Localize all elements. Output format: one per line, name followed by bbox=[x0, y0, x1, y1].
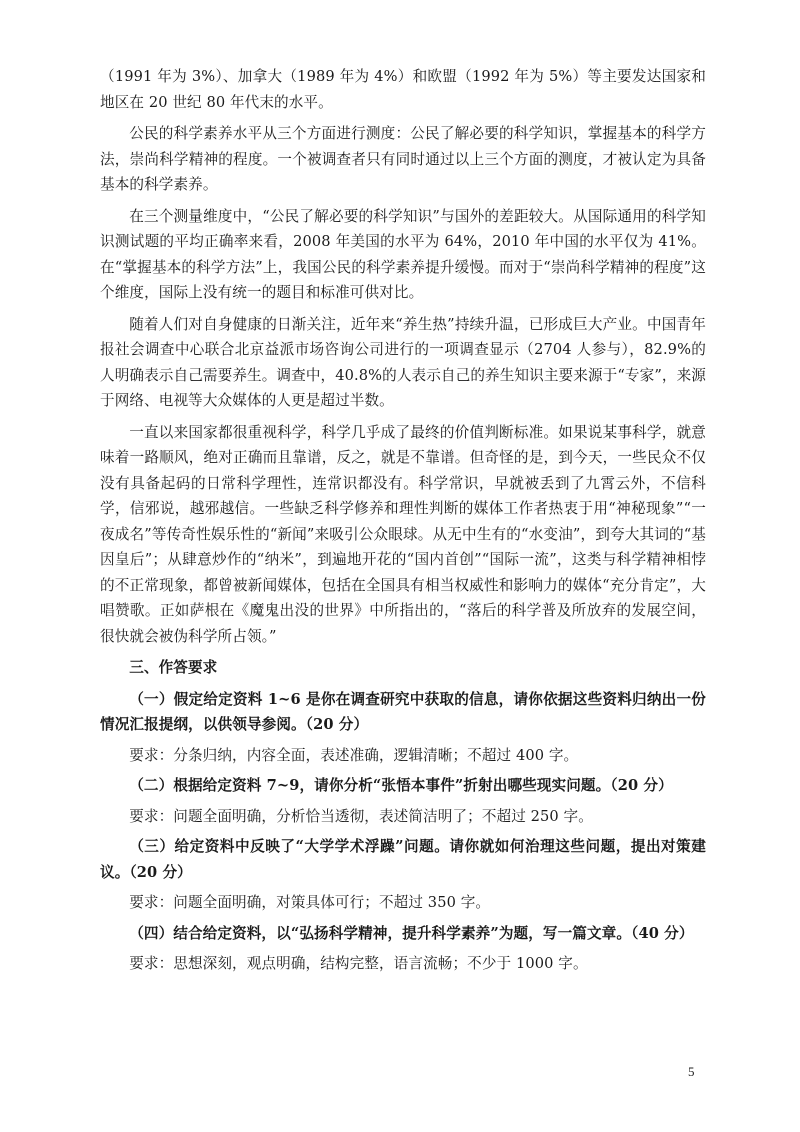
page-content bbox=[100, 64, 706, 982]
task-question-3: （三）给定资料中反映了“大学学术浮躁”问题。请你就如何治理这些问题，提出对策建议。（20 分） bbox=[100, 838, 706, 881]
task-requirement-3: 要求：问题全面明确，对策具体可行；不超过 350 字。 bbox=[129, 894, 491, 911]
paragraph-literacy-measurement: 公民的科学素养水平从三个方面进行测度：公民了解必要的科学知识，掌握基本的科学方法，崇尚科学精神的程度。一个被调查者只有同时通过以上三个方面的测度，才被认定为具备基本的科学素养。 bbox=[100, 125, 706, 193]
task-requirement-4: 要求：思想深刻，观点明确，结构完整，语言流畅；不少于 1000 字。 bbox=[129, 955, 588, 972]
paragraph-health-trend: 随着人们对自身健康的日渐关注，近年来“养生热”持续升温，已形成巨大产业。中国青年报社会调查中心联合北京益派市场咨询公司进行的一项调查显示（2704 人参与），82.9%的人明确表示自己需要养生。调查中，40.8%的人表示自己的养生知识主要来源于“专家”，来源于网络、电视等大众媒体的人更是超过半数。 bbox=[100, 315, 706, 409]
task-question-2: （二）根据给定资料 7~9，请你分析“张悟本事件”折射出哪些现实问题。（20 分） bbox=[129, 777, 673, 794]
section-heading: 三、作答要求 bbox=[129, 659, 218, 676]
page-number: 5 bbox=[688, 1064, 695, 1079]
paragraph-continuation: （1991 年为 3%）、加拿大（1989 年为 4%）和欧盟（1992 年为 5%）等主要发达国家和地区在 20 世纪 80 年代末的水平。 bbox=[100, 68, 706, 111]
paragraph-pseudoscience: 一直以来国家都很重视科学，科学几乎成了最终的价值判断标准。如果说某事科学，就意味着一路顺风，绝对正确而且靠谱，反之，就是不靠谱。但奇怪的是，到今天，一些民众不仅没有具备起码的日常科学理性，连常识都没有。科学常识，早就被丢到了九霄云外，不信科学，信邪说，越邪越信。一些缺乏科学修养和理性判断的媒体工作者热衷于用“神秘现象”“一夜成名”等传奇性娱乐性的“新闻”来吸引公众眼球。从无中生有的“水变油”，到夸大其词的“基因皇后”；从肆意炒作的“纳米”，到遍地开花的“国内首创”“国际一流”，这类与科学精神相悖的不正常现象，都曾被新闻媒体，包括在全国具有相当权威性和影响力的媒体“充分肯定”，大唱赞歌。正如萨根在《魔鬼出没的世界》中所指出的，“落后的科学普及所放弃的发展空间，很快就会被伪科学所占领。” bbox=[100, 423, 706, 645]
task-question-1: （一）假定给定资料 1~6 是你在调查研究中获取的信息，请你依据这些资料归纳出一份情况汇报提纲，以供领导参阅。（20 分） bbox=[100, 690, 706, 733]
paragraph-measurement-dimensions: 在三个测量维度中，“公民了解必要的科学知识”与国外的差距较大。从国际通用的科学知识测试题的平均正确率来看，2008 年美国的水平为 64%，2010 年中国的水平仅为 41%。在“掌握基本的科学方法”上，我国公民的科学素养提升缓慢。而对于“崇尚科学精神的程度”这个维度，国际上没有统一的题目和标准可供对比。 bbox=[100, 207, 706, 301]
task-question-4: （四）结合给定资料，以“弘扬科学精神，提升科学素养”为题，写一篇文章。（40 分） bbox=[129, 924, 694, 942]
task-requirement-2: 要求：问题全面明确，分析恰当透彻，表述简洁明了；不超过 250 字。 bbox=[129, 807, 593, 825]
task-requirement-1: 要求：分条归纳，内容全面，表述准确，逻辑清晰；不超过 400 字。 bbox=[129, 746, 579, 764]
